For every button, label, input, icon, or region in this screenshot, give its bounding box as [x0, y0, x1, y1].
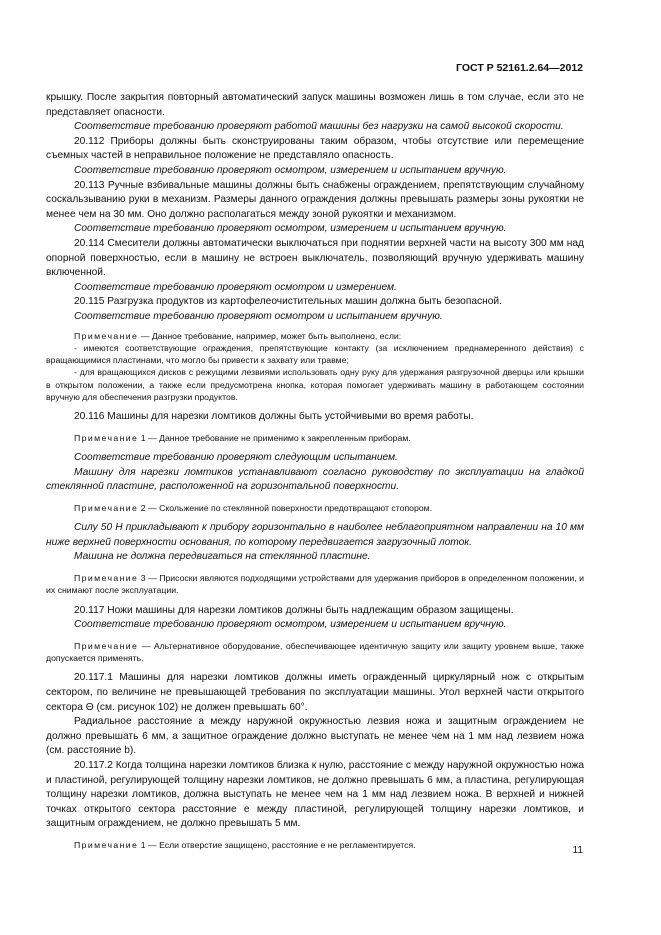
- note-1: [46, 330, 584, 342]
- note-label: Примечание: [74, 432, 139, 443]
- note-label: Примечание: [74, 839, 139, 850]
- clause-20-117: 20.117 Ножи машины для нарезки ломтиков должны быть надлежащим образом защищены.: [74, 604, 514, 616]
- note-label: Примечание: [74, 502, 139, 513]
- clause-20-112: 20.112 Приборы должны быть сконструированы таким образом, чтобы отсутствие или перемещение съемных частей в неправильное положение не представляло опасность.: [46, 135, 584, 162]
- note-3: [46, 502, 584, 514]
- note-6: [46, 839, 584, 851]
- clause-20-116: 20.116 Машины для нарезки ломтиков должны быть устойчивыми во время работы.: [74, 411, 474, 423]
- note-2: [46, 432, 584, 444]
- compliance-text: Соответствие требованию проверяют работой машины без нагрузки на самой высокой скорости.: [74, 121, 564, 133]
- compliance-text: Соответствие требованию проверяют осмотром, измерением и испытанием вручную.: [74, 619, 507, 631]
- compliance-text: Соответствие требованию проверяют осмотром, измерением и испытанием вручную.: [74, 223, 507, 235]
- compliance-text: Соответствие требованию проверяют осмотром, измерением и испытанием вручную.: [74, 164, 507, 176]
- note-text: 1 — Если отверстие защищено, расстояние e не регламентируется.: [140, 839, 416, 850]
- note-1-bullet-2: - для вращающихся дисков с режущими лезвиями использовать одну руку для удержания разгрузочной дверцы или крышки в открытом положении, а также если предусмотрена кнопка, которая помогает удерживать машину в работающем состоянии вручную для обеспечения разгрузки продуктов.: [46, 367, 584, 402]
- note-5: [46, 640, 584, 665]
- note-label: Примечание: [74, 573, 139, 584]
- clause-20-114: 20.114 Смесители должны автоматически выключаться при поднятии верхней части на высоту 300 мм над опорной поверхностью, если в машину не встроен выключатель, позволяющий вручную удерживать машину включенной.: [46, 237, 584, 279]
- page-number: 11: [572, 845, 583, 856]
- compliance-text: Соответствие требованию проверяют осмотром и измерением.: [74, 281, 397, 293]
- document-header: ГОСТ Р 52161.2.64—2012: [456, 62, 583, 74]
- test-force: Силу 50 Н прикладывают к прибору горизонтально в наиболее неблагоприятном направлении на 10 мм ниже верхней поверхности основания, по которому передвигается загрузочный лоток.: [46, 522, 584, 548]
- note-label: Примечание: [74, 640, 139, 651]
- test-result: Машина не должна передвигаться на стеклянной пластине.: [74, 551, 371, 563]
- document-body: [46, 91, 584, 851]
- clause-20-113: 20.113 Ручные взбивальные машины должны быть снабжены ограждением, препятствующим случайному соскальзыванию руки в механизм. Размеры данного ограждения должны превышать размеры зоны рукоятки не менее чем на 30 мм. Оно должно располагаться между зоной рукоятки и механизмом.: [46, 179, 584, 220]
- note-text: 3 — Присоски являются подходящими устройствами для удержания приборов в определенном положении, и их снимают после эксплуатации.: [46, 573, 584, 596]
- note-label: Примечание: [74, 330, 139, 341]
- radial-distance-paragraph: Радиальное расстояние a между наружной окружностью лезвия ножа и защитным ограждением не должно превышать 6 мм, а защитное ограждение должно выступать не менее чем на 1 мм над лезвием ножа (см. расстояние b).: [46, 716, 584, 757]
- test-description: Машину для нарезки ломтиков устанавливают согласно руководству по эксплуатации на гладкой стеклянной пластине, расположенной на горизонтальной поверхности.: [46, 466, 584, 493]
- note-text: — Данное требование, например, может быть выполнено, если:: [140, 330, 402, 341]
- note-1-bullet-1: - имеются соответствующие ограждения, препятствующие контакту (за исключением преднамеренного действия) с вращающимися пластинами, что могло бы привести к захвату или травме;: [46, 342, 584, 366]
- paragraph: крышку. После закрытия повторный автоматический запуск машины возможен лишь в том случае, если это не представляет опасности.: [46, 92, 584, 118]
- compliance-text: Соответствие требованию проверяют осмотром и испытанием вручную.: [74, 310, 443, 322]
- note-4: [46, 572, 584, 597]
- note-text: 2 — Скольжение по стеклянной поверхности предотвращают стопором.: [140, 502, 433, 513]
- compliance-text: Соответствие требованию проверяют следующим испытанием.: [74, 452, 398, 464]
- clause-20-115: 20.115 Разгрузка продуктов из картофелеочистительных машин должна быть безопасной.: [74, 296, 502, 308]
- note-text: — Альтернативное оборудование, обеспечивающее идентичную защиту или защиту уровнем выше, также допускается применять.: [46, 640, 584, 664]
- clause-20-117-2: 20.117.2 Когда толщина нарезки ломтиков близка к нулю, расстояние c между наружной окружностью ножа и пластиной, регулирующей толщину нарезки ломтиков, не должно превышать 6 мм, а пластина, регулирующая толщину нарезки ломтиков, должна выступать не менее чем на 1 мм над лезвием ножа. В верхней и нижней точках открытого сектора расстояние e между пластиной, регулирующей толщину нарезки ломтиков, и защитным ограждением, не должно превышать 5 мм.: [46, 759, 584, 830]
- clause-20-117-1: 20.117.1 Машины для нарезки ломтиков должны иметь огражденный циркулярный нож с открытым сектором, по величине не превышающей требования по эксплуатации машины. Угол верхней части открытого сектора Θ (см. рисунок 102) не должен превышать 60°.: [46, 672, 584, 713]
- note-text: 1 — Данное требование не применимо к закрепленным приборам.: [140, 432, 411, 443]
